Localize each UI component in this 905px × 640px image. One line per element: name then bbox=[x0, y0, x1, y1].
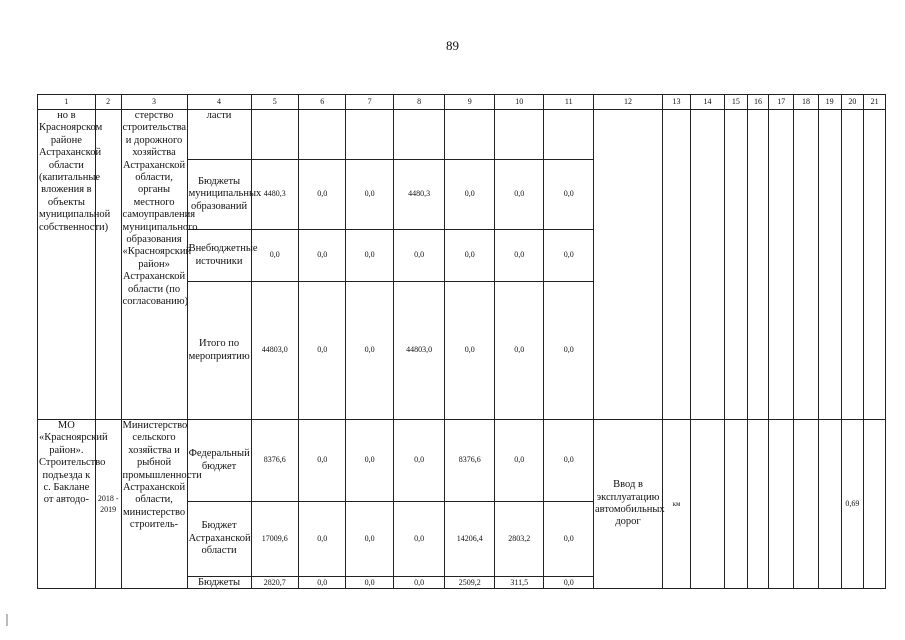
target-cell bbox=[818, 110, 841, 420]
page-number: 89 bbox=[446, 38, 459, 53]
amount-cell: 0,0 bbox=[298, 230, 345, 282]
amount-cell: 0,0 bbox=[346, 502, 393, 577]
col-header: 3 bbox=[121, 95, 187, 110]
amount-cell: 0,0 bbox=[544, 282, 594, 420]
unit-cell bbox=[663, 110, 691, 420]
target-cell bbox=[841, 110, 864, 420]
col-header: 16 bbox=[747, 95, 769, 110]
amount-cell bbox=[251, 110, 298, 160]
margin-mark bbox=[6, 614, 8, 626]
executor-cell: стерство строительства и дорожного хозяйства Астраханской области, органы местного самоуправления муниципального образования «Красноярский район» Астраханской области (по согласованию) bbox=[121, 110, 187, 420]
amount-cell: 2820,7 bbox=[251, 577, 298, 589]
target-cell bbox=[818, 420, 841, 589]
amount-cell: 0,0 bbox=[544, 160, 594, 230]
amount-cell: 14206,4 bbox=[445, 502, 495, 577]
amount-cell bbox=[445, 110, 495, 160]
amount-cell: 0,0 bbox=[346, 160, 393, 230]
amount-cell bbox=[544, 110, 594, 160]
amount-cell: 0,0 bbox=[494, 160, 544, 230]
amount-cell: 4480,3 bbox=[251, 160, 298, 230]
source-cell: Бюджеты муниципальных образований bbox=[187, 160, 251, 230]
amount-cell: 0,0 bbox=[544, 577, 594, 589]
target-cell bbox=[769, 110, 794, 420]
col-header: 21 bbox=[864, 95, 886, 110]
amount-cell: 0,0 bbox=[298, 420, 345, 502]
source-cell: Бюджет Астраханской области bbox=[187, 502, 251, 577]
col-header: 2 bbox=[95, 95, 121, 110]
target-cell bbox=[690, 420, 724, 589]
col-header: 14 bbox=[690, 95, 724, 110]
amount-cell: 0,0 bbox=[393, 577, 445, 589]
header-row bbox=[38, 95, 886, 110]
target-value-cell: 0,69 bbox=[841, 420, 864, 589]
source-cell: Федеральный бюджет bbox=[187, 420, 251, 502]
amount-cell: 44803,0 bbox=[393, 282, 445, 420]
col-header: 20 bbox=[841, 95, 864, 110]
amount-cell bbox=[393, 110, 445, 160]
amount-cell: 0,0 bbox=[393, 420, 445, 502]
source-cell: Итого по мероприятию bbox=[187, 282, 251, 420]
target-cell bbox=[794, 110, 819, 420]
amount-cell: 0,0 bbox=[346, 577, 393, 589]
amount-cell: 0,0 bbox=[445, 160, 495, 230]
amount-cell: 8376,6 bbox=[445, 420, 495, 502]
col-header: 18 bbox=[794, 95, 819, 110]
amount-cell: 0,0 bbox=[494, 420, 544, 502]
amount-cell: 2803,2 bbox=[494, 502, 544, 577]
source-cell: Внебюджетные источники bbox=[187, 230, 251, 282]
amount-cell: 0,0 bbox=[298, 577, 345, 589]
col-header: 11 bbox=[544, 95, 594, 110]
amount-cell: 0,0 bbox=[544, 230, 594, 282]
col-header: 8 bbox=[393, 95, 445, 110]
unit-cell: км bbox=[663, 420, 691, 589]
amount-cell bbox=[346, 110, 393, 160]
amount-cell: 0,0 bbox=[346, 230, 393, 282]
amount-cell: 0,0 bbox=[544, 502, 594, 577]
col-header: 7 bbox=[346, 95, 393, 110]
amount-cell bbox=[298, 110, 345, 160]
amount-cell: 0,0 bbox=[494, 282, 544, 420]
amount-cell: 0,0 bbox=[494, 230, 544, 282]
table-row bbox=[38, 110, 886, 160]
col-header: 15 bbox=[724, 95, 747, 110]
table-row bbox=[38, 420, 886, 502]
target-cell bbox=[724, 110, 747, 420]
executor-cell: Министерство сельского хозяйства и рыбной промышленности Астраханской области, министерство строитель- bbox=[121, 420, 187, 589]
amount-cell: 2509,2 bbox=[445, 577, 495, 589]
target-cell bbox=[769, 420, 794, 589]
amount-cell: 44803,0 bbox=[251, 282, 298, 420]
amount-cell: 4480,3 bbox=[393, 160, 445, 230]
indicator-name-cell: Ввод в эксплуатацию автомобильных дорог bbox=[594, 420, 663, 589]
amount-cell: 0,0 bbox=[298, 160, 345, 230]
target-cell bbox=[724, 420, 747, 589]
amount-cell: 0,0 bbox=[251, 230, 298, 282]
amount-cell: 0,0 bbox=[544, 420, 594, 502]
amount-cell: 311,5 bbox=[494, 577, 544, 589]
col-header: 4 bbox=[187, 95, 251, 110]
target-cell bbox=[747, 110, 769, 420]
col-header: 17 bbox=[769, 95, 794, 110]
amount-cell: 0,0 bbox=[445, 230, 495, 282]
source-cell: ласти bbox=[187, 110, 251, 160]
col-header: 1 bbox=[38, 95, 96, 110]
measure-name-cell: МО «Красноярский район». Строительство подъезда к с. Баклане от автодо- bbox=[38, 420, 96, 589]
col-header: 6 bbox=[298, 95, 345, 110]
amount-cell bbox=[494, 110, 544, 160]
target-cell bbox=[690, 110, 724, 420]
amount-cell: 0,0 bbox=[393, 502, 445, 577]
target-cell bbox=[794, 420, 819, 589]
period-cell: 2018 - 2019 bbox=[95, 420, 121, 589]
target-cell bbox=[864, 110, 886, 420]
amount-cell: 0,0 bbox=[393, 230, 445, 282]
measure-name-cell: но в Красноярском районе Астраханской области (капитальные вложения в объекты муниципальной собственности) bbox=[38, 110, 96, 420]
amount-cell: 0,0 bbox=[445, 282, 495, 420]
amount-cell: 0,0 bbox=[298, 282, 345, 420]
indicator-name-cell bbox=[594, 110, 663, 420]
source-cell: Бюджеты bbox=[187, 577, 251, 589]
amount-cell: 8376,6 bbox=[251, 420, 298, 502]
budget-table bbox=[37, 94, 886, 589]
amount-cell: 0,0 bbox=[346, 282, 393, 420]
amount-cell: 17009,6 bbox=[251, 502, 298, 577]
col-header: 19 bbox=[818, 95, 841, 110]
col-header: 5 bbox=[251, 95, 298, 110]
col-header: 13 bbox=[663, 95, 691, 110]
col-header: 9 bbox=[445, 95, 495, 110]
amount-cell: 0,0 bbox=[298, 502, 345, 577]
target-cell bbox=[747, 420, 769, 589]
col-header: 12 bbox=[594, 95, 663, 110]
amount-cell: 0,0 bbox=[346, 420, 393, 502]
col-header: 10 bbox=[494, 95, 544, 110]
target-cell bbox=[864, 420, 886, 589]
